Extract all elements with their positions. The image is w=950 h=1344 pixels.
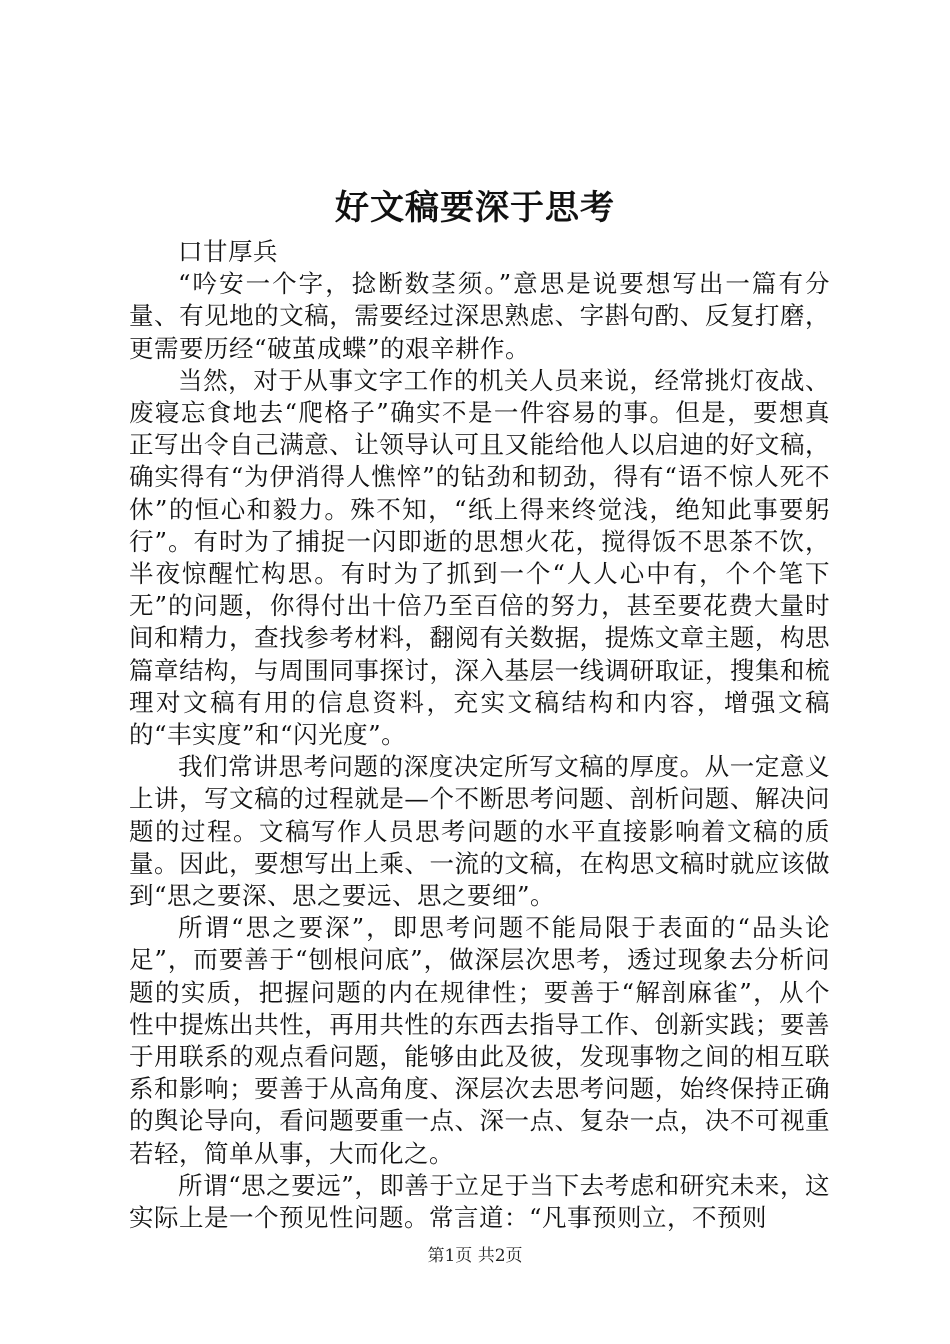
document-body (129, 236, 830, 1234)
document-title: 好文稿要深于思考 (335, 188, 615, 228)
author-line: 口甘厚兵 (178, 237, 278, 266)
page-footer: 第1页 共2页 (427, 1246, 523, 1266)
paragraph-3: 我们常讲思考问题的深度决定所写文稿的厚度。从一定意义上讲，写文稿的过程就是—个不断思考问题、剖析问题、解决问题的过程。文稿写作人员思考问题的水平直接影响着文稿的质量。因此，要想写出上乘、一流的文稿，在构思文稿时就应该做到“思之要深、思之要远、思之要细”。 (129, 752, 830, 911)
paragraph-1: “吟安一个字，捻断数茎须。”意思是说要想写出一篇有分量、有见地的文稿，需要经过深思熟虑、字斟句酌、反复打磨，更需要历经“破茧成蝶”的艰辛耕作。 (129, 269, 830, 363)
paragraph-4: 所谓“思之要深”，即思考问题不能局限于表面的“品头论足”，而要善于“刨根问底”，做深层次思考，透过现象去分析问题的实质，把握问题的内在规律性；要善于“解剖麻雀”，从个性中提炼出共性，再用共性的东西去指导工作、创新实践；要善于用联系的观点看问题，能够由此及彼，发现事物之间的相互联系和影响；要善于从高角度、深层次去思考问题，始终保持正确的舆论导向，看问题要重一点、深一点、复杂一点，决不可视重若轻，简单从事，大而化之。 (129, 913, 830, 1168)
paragraph-2: 当然，对于从事文字工作的机关人员来说，经常挑灯夜战、废寝忘食地去“爬格子”确实不是一件容易的事。但是，要想真正写出令自己满意、让领导认可且又能给他人以启迪的好文稿，确实得有“为伊消得人憔悴”的钻劲和韧劲，得有“语不惊人死不休”的恒心和毅力。殊不知，“纸上得来终觉浅，绝知此事要躬行”。有时为了捕捉一闪即逝的思想火花，搅得饭不思茶不饮，半夜惊醒忙构思。有时为了抓到一个“人人心中有，个个笔下无”的问题，你得付出十倍乃至百倍的努力，甚至要花费大量时间和精力，查找参考材料，翻阅有关数据，提炼文章主题，构思篇章结构，与周围同事探讨，深入基层一线调研取证，搜集和梳理对文稿有用的信息资料，充实文稿结构和内容，增强文稿的“丰实度”和“闪光度”。 (129, 365, 830, 750)
paragraph-5: 所谓“思之要远”，即善于立足于当下去考虑和研究未来，这实际上是一个预见性问题。常言道：“凡事预则立，不预则 (129, 1170, 830, 1233)
